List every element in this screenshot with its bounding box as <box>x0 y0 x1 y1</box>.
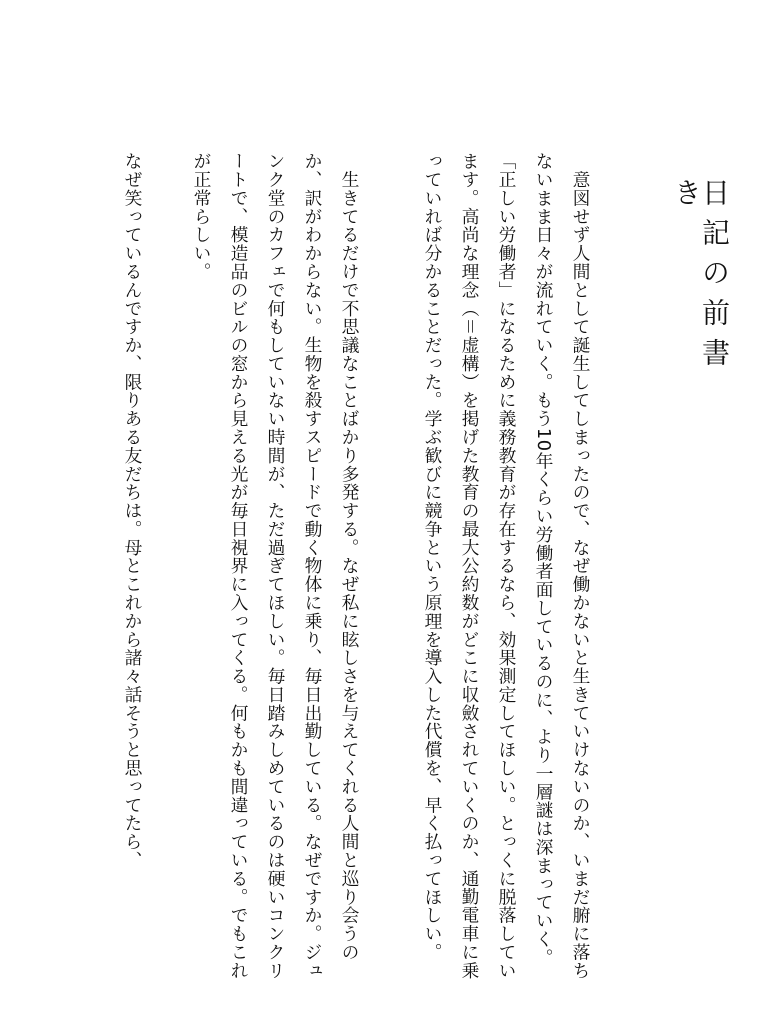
page-title: 日記の前書き <box>670 178 731 378</box>
paragraph-2: 生きてるだけで不思議なことばかり多発する。なぜ私に眩しさを与えてくれる人間と巡り会うのか、訳がわからない。生物を殺すスピードで動く物体に乗り、毎日出勤している。なぜですか。ジュンク堂のカフェで何もしていない時間が、ただ過ぎてほしい。毎日踏みしめているのは硬いコンクリートで、模造品のビルの窓から見える光が毎日視界に入ってくる。何もかも間違っている。でもこれが正常らしい。 <box>191 152 360 980</box>
paragraph-3: なぜ笑っているんですか、限りある友だちは。母とこれから諸々話そうと思ってたら、 <box>122 152 143 870</box>
paragraph-1: 意図せず人間として誕生してしまったので、なぜ働かないと生きていけないのか、いまだ腑に落ちないまま日々が流れていく。もう10年くらい労働者面しているのに、より一層謎は深まっていく。「正しい労働者」になるために義務教育が存在するなら、効果測定してほしい。とっくに脱落しています。高尚な理念（＝虚構）を掲げた教育の最大公約数がどこに収斂されていくのか、通勤電車に乗っていれば分かることだった。学ぶ歓びに競争という原理を導入した代償を、早く払ってほしい。 <box>422 152 591 980</box>
